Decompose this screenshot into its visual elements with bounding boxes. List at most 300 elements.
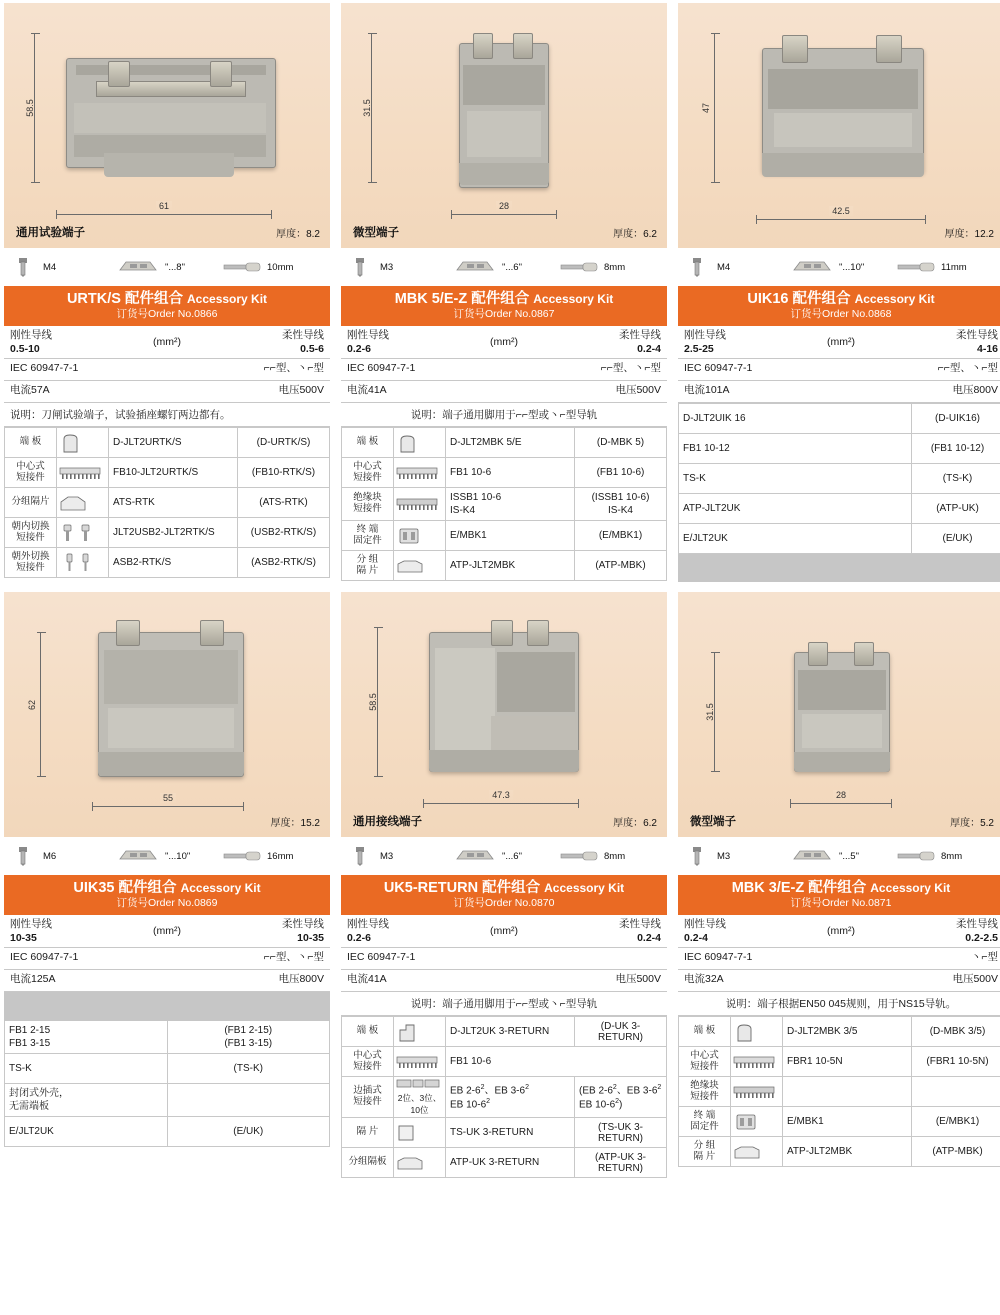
row-alt: (ISSB1 10-6) IS-K4: [575, 488, 667, 521]
comb-bridge-icon: [394, 1047, 446, 1077]
unit-label: (mm²): [490, 335, 518, 348]
kit-order-no: 订货号Order No.0871: [790, 897, 892, 910]
photo-thickness: 厚度：6.2: [613, 818, 657, 830]
tool-strip-length: [790, 257, 892, 277]
row-part: ATP-JLT2MBK: [446, 551, 575, 581]
row-alt: (FB1 10-6): [575, 458, 667, 488]
flex-value: 0.2-2.5: [965, 932, 998, 945]
kit-header: [4, 875, 330, 915]
photo-thickness: 厚度：8.2: [276, 229, 320, 240]
tool-screwdriver: [684, 845, 786, 867]
product-card-uik16: [678, 3, 1000, 582]
kit-model: UIK16: [747, 291, 789, 307]
tool-strip-length: [116, 257, 218, 277]
spec-note: 说明：端子根据EN50 045规则，用于NS15导轨。: [678, 992, 1000, 1016]
standard: IEC 60947-7-1: [10, 951, 79, 964]
rigid-value: 2.5-25: [684, 342, 714, 355]
table-row: [342, 521, 667, 551]
tool-strip-length-label: "...6": [502, 850, 522, 862]
spec-table: [341, 915, 667, 1016]
table-row: [679, 524, 1000, 554]
kit-cn: 配件组合: [792, 291, 851, 307]
row-part: JLT2USB2-JLT2RTK/S: [109, 518, 238, 548]
row-part: E/MBK1: [446, 521, 575, 551]
row-alt: (ATP-UK): [912, 494, 1000, 524]
flex-label: 柔性导线: [956, 917, 998, 930]
rigid-value: 0.5-10: [10, 342, 40, 355]
voltage: 电压500V: [952, 973, 998, 986]
standard: IEC 60947-7-1: [684, 951, 753, 964]
end-clamp-icon: [731, 1107, 783, 1137]
row-alt: (D-UIK16): [912, 404, 1000, 434]
flex-value: 0.2-4: [637, 932, 661, 945]
table-row: [5, 1054, 330, 1084]
row-label: 中心式 短接件: [342, 1047, 394, 1077]
kit-header: [678, 286, 1000, 326]
dimension-height: 58.5: [34, 33, 35, 183]
row-alt: (FBR1 10-5N): [912, 1047, 1000, 1077]
tool-strip-length-label: "...10": [839, 261, 865, 273]
comb-bridge-icon: [731, 1077, 783, 1107]
table-row: [342, 1118, 667, 1148]
tool-screwdriver: [347, 256, 449, 278]
tool-strip: [4, 837, 330, 875]
strip-length-icon: [790, 846, 836, 866]
table-row: [5, 548, 330, 578]
kit-cn: 配件组合: [471, 291, 530, 307]
row-part: E/JLT2UK: [5, 1117, 168, 1147]
row-part: [783, 1077, 912, 1107]
kit-order-no: 订货号Order No.0870: [453, 897, 555, 910]
tool-ferrule-label: 8mm: [941, 850, 963, 862]
flex-value: 10-35: [297, 932, 324, 945]
product-photo: [678, 592, 1000, 837]
strip-length-icon: [453, 846, 499, 866]
table-row: [342, 551, 667, 581]
row-alt: (E/UK): [912, 524, 1000, 554]
kit-model: UK5-RETURN: [383, 880, 479, 897]
tool-strip-length-label: "...6": [502, 261, 522, 273]
row-label: 边插式 短接件: [342, 1077, 394, 1118]
current: 电流125A: [10, 973, 56, 986]
screwdriver-icon: [684, 845, 714, 867]
rail-type: ⌐⌐型、丶⌐型: [937, 362, 998, 375]
unit-label: (mm²): [490, 925, 518, 938]
dimension-width: 55: [92, 806, 244, 807]
kit-en: Accessory Kit: [180, 881, 261, 896]
screwdriver-icon: [347, 256, 377, 278]
screwdriver-icon: [347, 845, 377, 867]
kit-cn: 配件组合: [482, 880, 541, 897]
screwdriver-icon: [10, 256, 40, 278]
dimension-height: 31.5: [371, 33, 372, 183]
screwdriver-icon: [10, 845, 40, 867]
row-part: FB1 10-12: [679, 434, 912, 464]
spec-note: 说明：端子通用脚用于⌐⌐型或丶⌐型导轨: [341, 403, 667, 427]
kit-en: Accessory Kit: [533, 292, 614, 306]
row-label: 中心式 短接件: [5, 458, 57, 488]
row-label: 终 端 固定件: [342, 521, 394, 551]
row-alt: (D-MBK 5): [575, 428, 667, 458]
tool-screwdriver: [10, 256, 112, 278]
spec-table: [4, 915, 330, 992]
tool-ferrule-label: 8mm: [604, 850, 626, 862]
row-label: 端 板: [5, 428, 57, 458]
tool-screwdriver-label: M3: [380, 261, 394, 273]
row-alt: (FB1 2-15) (FB1 3-15): [167, 1021, 330, 1054]
rigid-value: 10-35: [10, 932, 37, 945]
product-photo: [4, 592, 330, 837]
tool-strip-length: [453, 846, 555, 866]
table-row: [342, 1148, 667, 1178]
accessory-table: [341, 1016, 667, 1178]
tool-strip-length-label: "...8": [165, 261, 185, 273]
table-row: [5, 1084, 330, 1117]
rail-type: ⌐⌐型、丶⌐型: [263, 951, 324, 964]
dimension-height: 58.5: [377, 627, 378, 777]
plug-bridge-icon: [57, 518, 109, 548]
product-card-uik35: [4, 592, 330, 1178]
tool-screwdriver-label: M6: [43, 850, 57, 862]
row-alt: [167, 1084, 330, 1117]
partition-icon: [394, 551, 446, 581]
tool-screwdriver-label: M4: [717, 261, 731, 273]
photo-type-label: 微型端子: [690, 816, 736, 829]
voltage: 电压500V: [278, 384, 324, 397]
partition-icon: [57, 488, 109, 518]
row-part: FB10-JLT2URTK/S: [109, 458, 238, 488]
voltage: 电压500V: [615, 973, 661, 986]
table-row: [679, 464, 1000, 494]
unit-label: (mm²): [827, 335, 855, 348]
row-label: 中心式 短接件: [342, 458, 394, 488]
photo-type-label: 微型端子: [353, 227, 399, 239]
table-row: [679, 404, 1000, 434]
table-row: [342, 1047, 667, 1077]
kit-model: MBK 5/E-Z: [394, 291, 468, 307]
voltage: 电压800V: [952, 384, 998, 397]
side-bridge-caption: 2位、3位、10位: [397, 1093, 442, 1116]
rigid-value: 0.2-6: [347, 932, 371, 945]
table-row: [5, 518, 330, 548]
tool-strip: [678, 248, 1000, 286]
standard: IEC 60947-7-1: [10, 362, 79, 375]
row-alt: (EB $2-6^2$、EB $3-6^2$ EB $10-6^2$): [575, 1077, 667, 1118]
end-clamp-icon: [394, 521, 446, 551]
rigid-value: 0.2-4: [684, 932, 708, 945]
standard: IEC 60947-7-1: [347, 362, 416, 375]
strip-length-icon: [116, 846, 162, 866]
kit-cn: 配件组合: [124, 291, 183, 307]
row-alt: (TS-K): [912, 464, 1000, 494]
dimension-height: 31.5: [714, 652, 715, 772]
row-alt: (ATP-MBK): [575, 551, 667, 581]
row-label: 分组隔板: [342, 1148, 394, 1178]
row-part: TS-K: [5, 1054, 168, 1084]
flex-label: 柔性导线: [282, 328, 324, 341]
tool-strip-length-label: "...5": [839, 850, 859, 862]
rigid-label: 刚性导线: [347, 328, 389, 341]
table-filler-row: [5, 993, 330, 1021]
tool-ferrule: [559, 848, 661, 864]
kit-header: [4, 286, 330, 326]
tool-ferrule: [896, 848, 998, 864]
kit-header: [678, 875, 1000, 915]
kit-en: Accessory Kit: [870, 881, 951, 896]
voltage: 电压800V: [278, 973, 324, 986]
row-part: D-JLT2UK 3-RETURN: [446, 1017, 575, 1047]
product-card-mbk3ez: [678, 592, 1000, 1178]
table-row: [679, 1107, 1000, 1137]
product-photo: [341, 3, 667, 248]
spec-table: [678, 326, 1000, 403]
current: 电流32A: [684, 973, 724, 986]
table-row: [342, 488, 667, 521]
row-alt: (USB2-RTK/S): [238, 518, 330, 548]
strip-length-icon: [790, 257, 836, 277]
comb-bridge-icon: [394, 458, 446, 488]
row-alt: (FB10-RTK/S): [238, 458, 330, 488]
row-part: ASB2-RTK/S: [109, 548, 238, 578]
row-part: D-JLT2MBK 5/E: [446, 428, 575, 458]
tool-strip: [4, 248, 330, 286]
photo-type-label: 通用试验端子: [16, 227, 85, 239]
rigid-label: 刚性导线: [684, 917, 726, 930]
row-alt: (TS-UK 3-RETURN): [575, 1118, 667, 1148]
table-row: [5, 458, 330, 488]
rail-type: 丶⌐型: [970, 951, 998, 964]
table-row: [342, 428, 667, 458]
row-alt: (D-URTK/S): [238, 428, 330, 458]
flex-value: 0.2-4: [637, 342, 661, 355]
unit-label: (mm²): [827, 925, 855, 938]
row-alt: [912, 1077, 1000, 1107]
row-label: 绝缘块 短接件: [342, 488, 394, 521]
side-bridge-icon: [394, 1077, 446, 1118]
comb-bridge-icon: [731, 1047, 783, 1077]
kit-model: MBK 3/E-Z: [731, 880, 805, 897]
dimension-width: 42.5: [756, 219, 926, 220]
rigid-label: 刚性导线: [684, 328, 726, 341]
row-part: TS-K: [679, 464, 912, 494]
partition-icon: [394, 1148, 446, 1178]
row-alt: (ATP-MBK): [912, 1137, 1000, 1167]
row-alt: (ATS-RTK): [238, 488, 330, 518]
tool-strip-length-label: "...10": [165, 850, 191, 862]
row-part: FB1 2-15 FB1 3-15: [5, 1021, 168, 1054]
tool-ferrule-label: 16mm: [267, 850, 294, 862]
current: 电流41A: [347, 384, 387, 397]
rail-type: [504, 948, 667, 969]
table-row: [342, 458, 667, 488]
current: 电流101A: [684, 384, 730, 397]
comb-bridge-icon: [394, 488, 446, 521]
kit-model: URTK/S: [66, 291, 121, 307]
pin-bridge-icon: [57, 548, 109, 578]
table-row: [679, 494, 1000, 524]
row-alt: (E/UK): [167, 1117, 330, 1147]
dimension-width: 47.3: [423, 803, 579, 804]
rigid-label: 刚性导线: [347, 917, 389, 930]
row-label: 朝内切换 短接件: [5, 518, 57, 548]
flex-label: 柔性导线: [956, 328, 998, 341]
tool-screwdriver: [347, 845, 449, 867]
flex-label: 柔性导线: [619, 917, 661, 930]
table-row: [5, 428, 330, 458]
rail-type: ⌐⌐型、丶⌐型: [600, 362, 661, 375]
tool-screwdriver-label: M3: [717, 850, 731, 862]
accessory-table: [4, 427, 330, 578]
tool-screwdriver: [684, 256, 786, 278]
row-alt: (D-MBK 3/5): [912, 1017, 1000, 1047]
row-alt: (D-UK 3-RETURN): [575, 1017, 667, 1047]
accessory-table: [341, 427, 667, 581]
product-photo: [4, 3, 330, 248]
table-row: [679, 434, 1000, 464]
tool-ferrule: [222, 848, 324, 864]
tool-strip: [678, 837, 1000, 875]
spec-table: [4, 326, 330, 427]
accessory-table: [678, 403, 1000, 582]
kit-order-no: 订货号Order No.0868: [790, 308, 892, 321]
kit-model: UIK35: [73, 880, 115, 897]
tool-strip-length: [116, 846, 218, 866]
dimension-width: 28: [790, 803, 892, 804]
endplate-step-icon: [394, 1017, 446, 1047]
row-part: ATP-JLT2MBK: [783, 1137, 912, 1167]
tool-ferrule: [559, 259, 661, 275]
photo-thickness: 厚度：5.2: [950, 818, 994, 830]
unit-label: (mm²): [153, 925, 181, 938]
table-filler-row: [679, 554, 1000, 582]
table-row: [5, 1021, 330, 1054]
table-row: [679, 1077, 1000, 1107]
row-part: ATP-UK 3-RETURN: [446, 1148, 575, 1178]
kit-order-no: 订货号Order No.0866: [116, 308, 218, 321]
row-alt: (ASB2-RTK/S): [238, 548, 330, 578]
comb-bridge-icon: [57, 458, 109, 488]
flex-value: 4-16: [976, 342, 998, 355]
row-part: E/MBK1: [783, 1107, 912, 1137]
row-label: 端 板: [342, 428, 394, 458]
row-label: 隔 片: [342, 1118, 394, 1148]
product-card-uk5return: [341, 592, 667, 1178]
row-alt: (E/MBK1): [575, 521, 667, 551]
photo-thickness: 厚度：12.2: [944, 229, 994, 240]
ferrule-icon: [559, 848, 601, 864]
photo-type-label: 通用接线端子: [353, 816, 422, 829]
kit-en: Accessory Kit: [544, 881, 625, 896]
row-alt: (E/MBK1): [912, 1107, 1000, 1137]
flex-value: 0.5-6: [300, 342, 324, 355]
row-label: 绝缘块 短接件: [679, 1077, 731, 1107]
rigid-label: 刚性导线: [10, 328, 52, 341]
spec-note: 说明：端子通用脚用于⌐⌐型或丶⌐型导轨: [341, 992, 667, 1016]
ferrule-icon: [222, 848, 264, 864]
row-label: 中心式 短接件: [679, 1047, 731, 1077]
kit-cn: 配件组合: [118, 880, 177, 897]
product-photo: [341, 592, 667, 837]
row-label: 终 端 固定件: [679, 1107, 731, 1137]
row-part: D-JLT2URTK/S: [109, 428, 238, 458]
row-part: FB1 10-6: [446, 458, 575, 488]
accessory-table: [4, 992, 330, 1147]
table-row: [5, 1117, 330, 1147]
ferrule-icon: [559, 259, 601, 275]
dimension-height: 62: [40, 632, 41, 777]
table-row: [342, 1017, 667, 1047]
spec-table: [341, 326, 667, 427]
tool-strip: [341, 837, 667, 875]
row-label: 端 板: [679, 1017, 731, 1047]
row-alt: (TS-K): [167, 1054, 330, 1084]
voltage: 电压500V: [615, 384, 661, 397]
photo-thickness: 厚度：6.2: [613, 229, 657, 240]
row-part: 封闭式外壳， 无需端板: [5, 1084, 168, 1117]
row-part: D-JLT2UIK 16: [679, 404, 912, 434]
tool-screwdriver-label: M3: [380, 850, 394, 862]
endplate-icon: [731, 1017, 783, 1047]
rigid-label: 刚性导线: [10, 917, 52, 930]
row-label: 端 板: [342, 1017, 394, 1047]
current: 电流57A: [10, 384, 50, 397]
row-part: ATS-RTK: [109, 488, 238, 518]
kit-en: Accessory Kit: [187, 292, 268, 306]
row-part: TS-UK 3-RETURN: [446, 1118, 575, 1148]
plate-icon: [394, 1118, 446, 1148]
tool-ferrule: [222, 259, 324, 275]
table-row: [342, 1077, 667, 1118]
standard: IEC 60947-7-1: [684, 362, 753, 375]
row-label: 分 组 隔 片: [679, 1137, 731, 1167]
photo-thickness: 厚度：15.2: [270, 818, 320, 830]
tool-strip-length: [790, 846, 892, 866]
ferrule-icon: [896, 848, 938, 864]
strip-length-icon: [453, 257, 499, 277]
tool-strip-length: [453, 257, 555, 277]
tool-screwdriver: [10, 845, 112, 867]
table-row: [679, 1047, 1000, 1077]
dimension-height: 47: [714, 33, 715, 183]
ferrule-icon: [222, 259, 264, 275]
unit-label: (mm²): [153, 335, 181, 348]
row-label: 朝外切换 短接件: [5, 548, 57, 578]
ferrule-icon: [896, 259, 938, 275]
row-part: FB1 10-6: [446, 1047, 667, 1077]
flex-label: 柔性导线: [282, 917, 324, 930]
row-part: FBR1 10-5N: [783, 1047, 912, 1077]
rail-type: ⌐⌐型、丶⌐型: [263, 362, 324, 375]
screwdriver-icon: [684, 256, 714, 278]
table-row: [679, 1137, 1000, 1167]
tool-ferrule-label: 8mm: [604, 261, 626, 273]
table-row: [5, 488, 330, 518]
endplate-icon: [394, 428, 446, 458]
spec-table: [678, 915, 1000, 1016]
tool-ferrule: [896, 259, 998, 275]
flex-label: 柔性导线: [619, 328, 661, 341]
spec-note: 说明：刀闸试验端子，试验插座螺钉两边都有。: [4, 403, 330, 427]
current: 电流41A: [347, 973, 387, 986]
row-part: EB $2-6^2$、EB $3-6^2$ EB $10-6^2$: [446, 1077, 575, 1118]
kit-order-no: 订货号Order No.0867: [453, 308, 555, 321]
accessory-table: [678, 1016, 1000, 1167]
kit-header: [341, 286, 667, 326]
strip-length-icon: [116, 257, 162, 277]
dimension-width: 28: [451, 214, 557, 215]
endplate-icon: [57, 428, 109, 458]
tool-ferrule-label: 11mm: [941, 261, 967, 273]
